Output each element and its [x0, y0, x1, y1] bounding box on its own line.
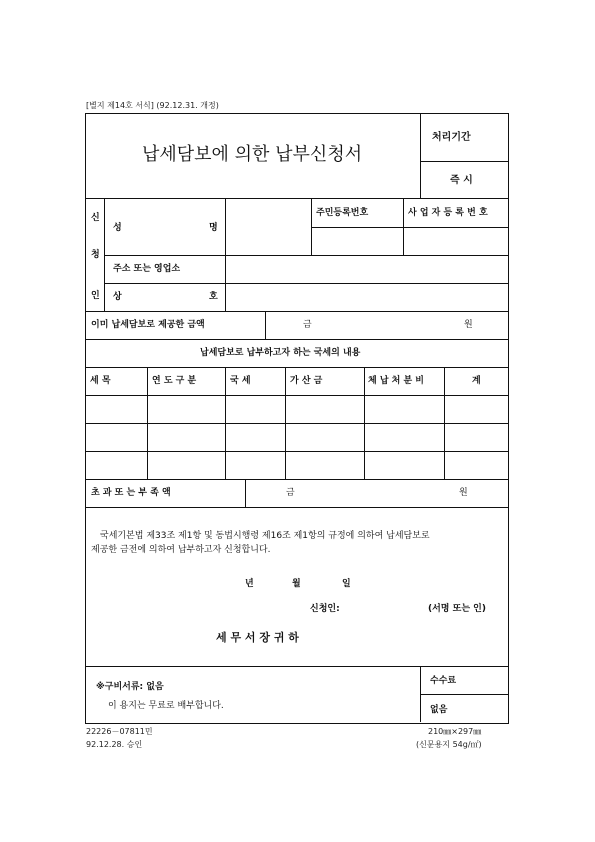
column-header-disposition-fee: 체 납 처 분 비	[368, 376, 425, 386]
fee-label: 수수료	[430, 676, 457, 686]
approval-date: 92.12.28. 승인	[86, 740, 143, 749]
required-docs: ※구비서류: 없음	[96, 682, 164, 692]
excess-amount-field[interactable]	[300, 480, 455, 507]
statement-line-2: 제공한 금전에 의하여 납부하고자 신청합니다.	[91, 545, 271, 555]
business-number-field[interactable]	[404, 228, 507, 255]
date-month-label: 월	[292, 579, 301, 589]
addressee: 세 무 서 장 귀 하	[216, 631, 299, 644]
name-field[interactable]	[226, 199, 310, 255]
trade-name-label-2: 호	[209, 292, 218, 302]
signature-note: (서명 또는 인)	[428, 604, 486, 614]
trade-name-label-1: 상	[113, 292, 122, 302]
applicant-side-label-3: 인	[91, 291, 100, 301]
applicant-side-label-1: 신	[91, 213, 100, 223]
date-day-label: 일	[342, 579, 351, 589]
excess-amount-unit: 원	[459, 488, 468, 498]
column-header-national-tax: 국 세	[230, 376, 251, 386]
table-row	[86, 396, 507, 423]
column-header-year: 연 도 구 분	[152, 376, 197, 386]
fee-value: 없음	[430, 705, 448, 715]
paper-type: (신문용지 54g/㎡)	[416, 740, 482, 749]
resident-number-label: 주민등록번호	[316, 208, 369, 218]
name-label-1: 성	[113, 223, 122, 233]
free-distribution-note: 이 용지는 무료로 배부합니다.	[108, 701, 224, 711]
column-header-tax-item: 세 목	[90, 376, 111, 386]
column-header-surcharge: 가 산 금	[290, 376, 323, 386]
business-number-label: 사 업 자 등 록 번 호	[408, 208, 488, 218]
page-title: 납세담보에 의한 납부신청서	[142, 144, 363, 165]
trade-name-field[interactable]	[226, 284, 507, 311]
address-field[interactable]	[226, 256, 507, 283]
processing-period-label: 처리기간	[432, 132, 471, 143]
provided-amount-unit: 원	[464, 320, 473, 330]
address-label: 주소 또는 영업소	[113, 264, 181, 274]
processing-period-value: 즉 시	[450, 175, 473, 186]
provided-amount-field[interactable]	[316, 312, 462, 339]
name-label-2: 명	[209, 223, 218, 233]
excess-amount-currency: 금	[286, 488, 295, 498]
tax-section-title: 납세담보로 납부하고자 하는 국세의 내용	[200, 348, 361, 358]
form-code: 22226－07811민	[86, 727, 153, 736]
applicant-side-label-2: 청	[91, 250, 100, 260]
provided-amount-currency: 금	[303, 320, 312, 330]
form-number: [별지 제14호 서식] (92.12.31. 개정)	[86, 101, 219, 110]
column-header-total: 계	[472, 376, 481, 386]
statement-line-1: 국세기본법 제33조 제1항 및 동법시행령 제16조 제1항의 규정에 의하여 납세담보로	[100, 531, 430, 541]
applicant-sign-label: 신청인:	[310, 604, 340, 614]
provided-amount-label: 이미 납세담보로 제공한 금액	[91, 320, 205, 330]
table-row	[86, 424, 507, 451]
excess-amount-label: 초 과 또 는 부 족 액	[91, 488, 171, 498]
applicant-sign-field[interactable]	[350, 600, 420, 618]
resident-number-field[interactable]	[312, 228, 402, 255]
date-year-label: 년	[245, 579, 254, 589]
table-row	[86, 452, 507, 479]
paper-size: 210㎜×297㎜	[428, 727, 482, 736]
